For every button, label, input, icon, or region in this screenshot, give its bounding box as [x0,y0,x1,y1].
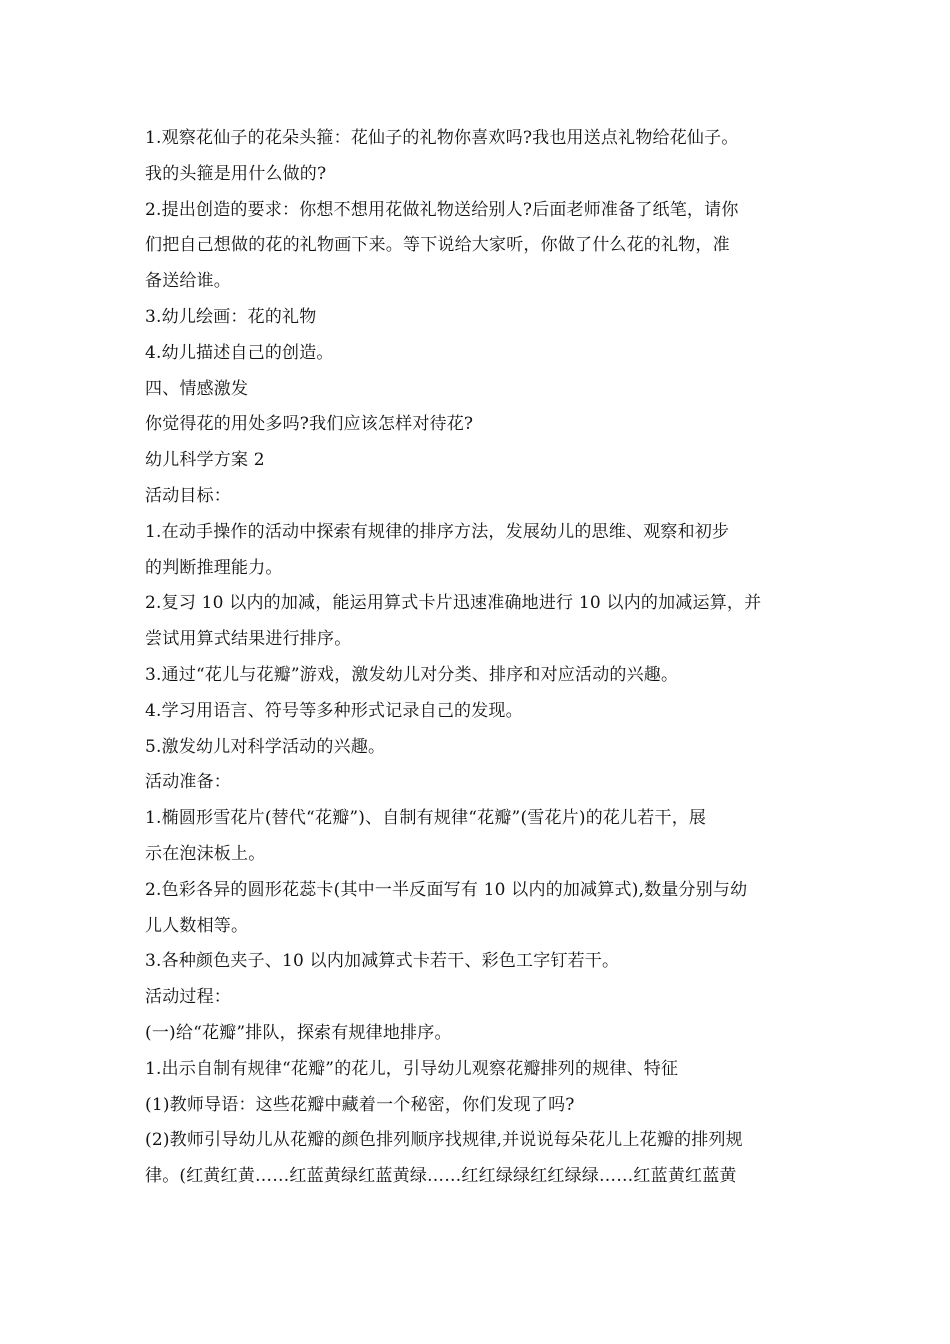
text-line: 备送给谁。 [145,271,231,292]
text-line: 3.通过“花儿与花瓣”游戏，激发幼儿对分类、排序和对应活动的兴趣。 [145,664,679,685]
section-heading: 活动准备： [145,772,231,793]
text-line: 你觉得花的用处多吗?我们应该怎样对待花? [145,414,474,435]
section-heading: 四、情感激发 [145,378,249,399]
text-line: (1)教师导语：这些花瓣中藏着一个秘密，你们发现了吗? [145,1094,575,1115]
text-line: (2)教师引导幼儿从花瓣的颜色排列顺序找规律,并说说每朵花儿上花瓣的排列规 [145,1130,743,1151]
text-line: 1.观察花仙子的花朵头箍：花仙子的礼物你喜欢吗?我也用送点礼物给花仙子。 [145,128,739,148]
text-line: (一)给“花瓣”排队，探索有规律地排序。 [145,1022,452,1043]
text-line: 律。(红黄红黄……红蓝黄绿红蓝黄绿……红红绿绿红红绿绿……红蓝黄红蓝黄 [145,1166,737,1187]
section-heading: 活动目标： [145,485,231,506]
text-line: 儿人数相等。 [145,915,249,936]
text-line: 尝试用算式结果进行排序。 [145,629,352,650]
text-line: 1.椭圆形雪花片(替代“花瓣”)、自制有规律“花瓣”(雪花片)的花儿若干，展 [145,808,707,829]
text-line: 5.激发幼儿对科学活动的兴趣。 [145,736,386,757]
text-line: 3.各种颜色夹子、10 以内加减算式卡若干、彩色工字钉若干。 [145,951,620,972]
text-line: 2.提出创造的要求：你想不想用花做礼物送给别人?后面老师准备了纸笔，请你 [145,199,739,220]
document-title: 幼儿科学方案 2 [145,450,265,471]
text-line: 4.学习用语言、符号等多种形式记录自己的发现。 [145,700,523,721]
text-line: 2.复习 10 以内的加减，能运用算式卡片迅速准确地进行 10 以内的加减运算，并 [145,593,762,614]
text-line: 们把自己想做的花的礼物画下来。等下说给大家听，你做了什么花的礼物，准 [145,235,730,256]
text-line: 我的头箍是用什么做的? [145,163,327,184]
text-line: 1.在动手操作的活动中探索有规律的排序方法，发展幼儿的思维、观察和初步 [145,521,730,542]
text-line: 3.幼儿绘画：花的礼物 [145,306,317,327]
text-line: 2.色彩各异的圆形花蕊卡(其中一半反面写有 10 以内的加减算式),数量分别与幼 [145,879,748,900]
text-line: 4.幼儿描述自己的创造。 [145,342,334,363]
text-line: 示在泡沫板上。 [145,843,266,864]
section-heading: 活动过程： [145,987,231,1008]
text-line: 1.出示自制有规律“花瓣”的花儿，引导幼儿观察花瓣排列的规律、特征 [145,1058,679,1079]
document-body [145,121,810,1195]
text-line: 的判断推理能力。 [145,557,283,578]
